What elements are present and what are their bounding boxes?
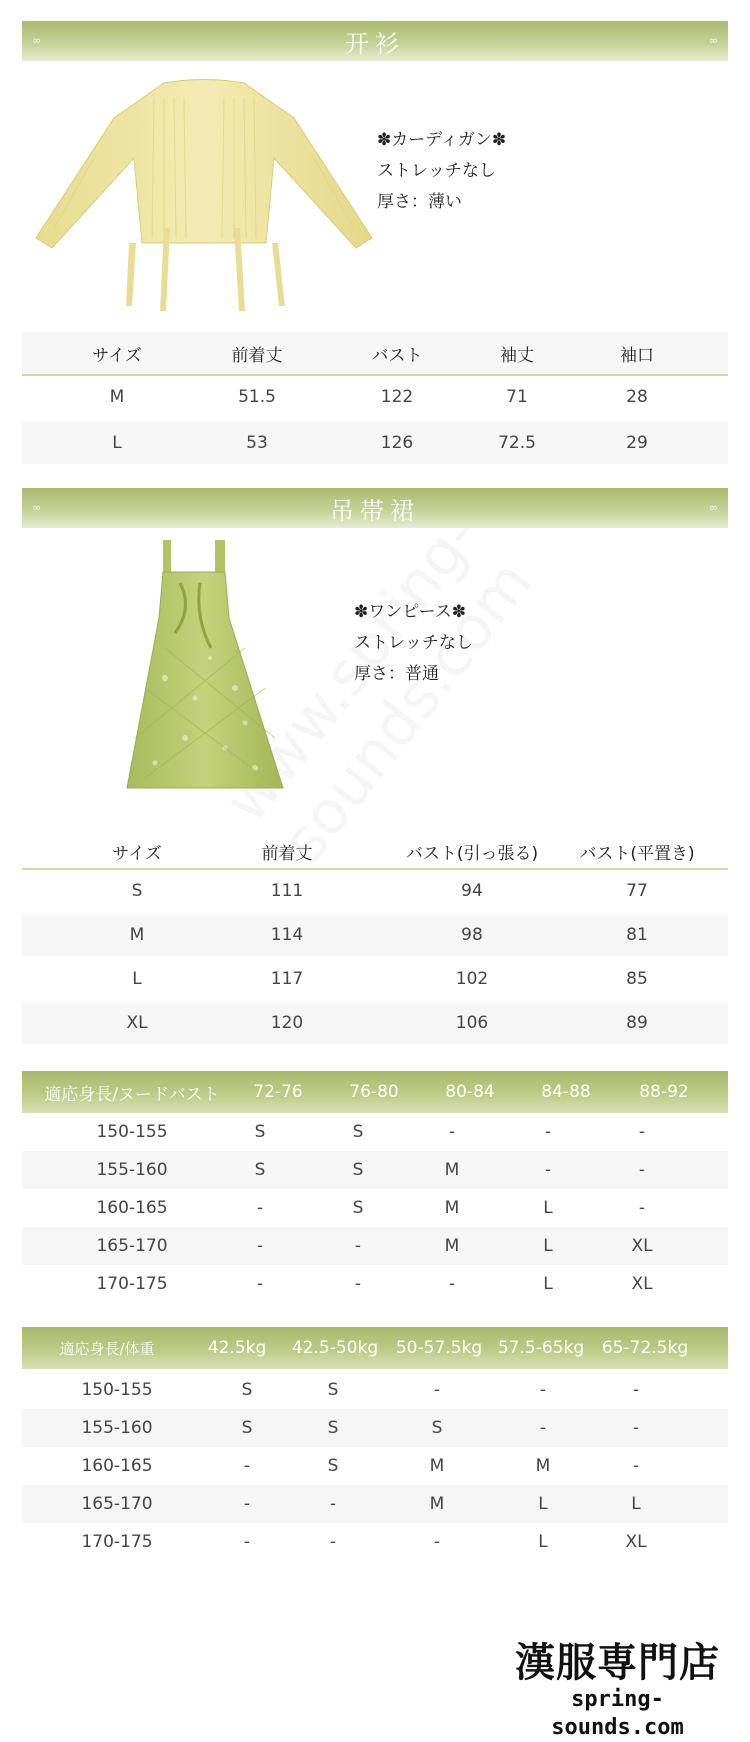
ornament-icon: ∞ <box>708 501 718 514</box>
ornament-icon: ∞ <box>708 34 718 47</box>
table-cell: - <box>448 1122 456 1142</box>
table-cell: S <box>241 1380 253 1400</box>
table-cell: 94 <box>461 881 483 901</box>
table-cell: - <box>632 1418 640 1438</box>
table-row <box>22 1265 728 1303</box>
dress-stretch: ストレッチなし <box>354 633 473 653</box>
table-cell: XL <box>126 1013 148 1033</box>
cardigan-section-title: 开衫 <box>345 29 405 58</box>
dress-size-table <box>22 834 728 1044</box>
table-cell: 77 <box>626 881 648 901</box>
table-cell: - <box>354 1236 362 1256</box>
header-cell: 65-72.5kg <box>601 1338 689 1358</box>
table-cell: 170-175 <box>81 1532 153 1552</box>
table-cell: S <box>254 1160 266 1180</box>
table-cell: S <box>241 1418 253 1438</box>
table-cell: - <box>632 1380 640 1400</box>
table-cell: - <box>638 1160 646 1180</box>
header-cell: 80-84 <box>445 1082 495 1102</box>
table-cell: S <box>352 1122 364 1142</box>
table-cell: 155-160 <box>81 1418 153 1438</box>
table-row <box>22 1151 728 1189</box>
table-cell: - <box>433 1380 441 1400</box>
cardigan-thickness: 厚さ：薄い <box>377 192 462 212</box>
cardigan-size-table <box>22 332 728 464</box>
table-cell: - <box>539 1418 547 1438</box>
table-cell: M <box>444 1198 460 1218</box>
table-cell: - <box>632 1456 640 1476</box>
table-cell: L <box>543 1198 553 1218</box>
table-cell: 155-160 <box>96 1160 168 1180</box>
table-cell: 165-170 <box>96 1236 168 1256</box>
table-cell: 111 <box>270 881 304 901</box>
table-cell: 150-155 <box>81 1380 153 1400</box>
header-cell: 42.5-50kg <box>291 1338 379 1358</box>
table-row <box>22 422 728 464</box>
table-cell: L <box>543 1236 553 1256</box>
header-cell: 前着丈 <box>261 843 313 864</box>
table-cell: 102 <box>455 969 489 989</box>
table-cell: S <box>352 1160 364 1180</box>
table-cell: S <box>327 1380 339 1400</box>
cardigan-info <box>377 125 506 218</box>
dress-section-title: 吊帯裙 <box>330 496 420 525</box>
table-row <box>22 1113 728 1151</box>
table-cell: XL <box>631 1274 653 1294</box>
ornament-icon: ∞ <box>32 501 42 514</box>
table-cell: - <box>544 1160 552 1180</box>
header-cell: 76-80 <box>349 1082 399 1102</box>
bust-size-guide-table <box>22 1071 728 1307</box>
table-cell: 53 <box>246 433 268 453</box>
table-row <box>22 1409 728 1447</box>
table-cell: - <box>354 1274 362 1294</box>
table-cell: 85 <box>626 969 648 989</box>
table-row <box>22 1371 728 1409</box>
table-header-row <box>22 834 728 868</box>
table-cell: 126 <box>380 433 414 453</box>
table-cell: 165-170 <box>81 1494 153 1514</box>
table-cell: L <box>543 1274 553 1294</box>
table-cell: 160-165 <box>96 1198 168 1218</box>
dress-section-banner <box>22 488 728 528</box>
table-cell: - <box>539 1380 547 1400</box>
shop-logo <box>505 1640 730 1742</box>
header-cell: 適応身長/ヌードバスト <box>44 1084 220 1105</box>
table-cell: 120 <box>270 1013 304 1033</box>
header-cell: 50-57.5kg <box>395 1338 483 1358</box>
header-cell: バスト(引っ張る) <box>405 843 539 864</box>
table-row <box>22 1485 728 1523</box>
cardigan-stretch: ストレッチなし <box>377 161 496 181</box>
table-cell: - <box>448 1274 456 1294</box>
table-cell: S <box>254 1122 266 1142</box>
table-cell: - <box>433 1532 441 1552</box>
table-cell: M <box>444 1160 460 1180</box>
cardigan-name: ✽カーディガン✽ <box>377 130 507 150</box>
header-cell: 42.5kg <box>207 1338 267 1358</box>
shop-logo-title: 漢服専門店 <box>515 1640 720 1686</box>
table-cell: 106 <box>455 1013 489 1033</box>
dress-name: ✽ワンピース✽ <box>354 602 466 622</box>
table-header-row <box>22 1071 728 1113</box>
table-row <box>22 1002 728 1044</box>
table-cell: - <box>329 1532 337 1552</box>
header-cell: バスト <box>371 345 423 366</box>
table-cell: S <box>327 1418 339 1438</box>
table-cell: M <box>129 925 145 945</box>
table-cell: L <box>631 1494 641 1514</box>
table-cell: S <box>431 1418 443 1438</box>
cardigan-product-image <box>34 78 374 313</box>
table-cell: 81 <box>626 925 648 945</box>
table-cell: L <box>132 969 142 989</box>
table-row <box>22 958 728 1000</box>
table-cell: 122 <box>380 387 414 407</box>
cardigan-section-banner <box>22 21 728 61</box>
table-row <box>22 870 728 912</box>
table-row <box>22 1227 728 1265</box>
table-cell: L <box>112 433 122 453</box>
table-cell: 29 <box>626 433 648 453</box>
table-cell: 170-175 <box>96 1274 168 1294</box>
header-cell: 袖口 <box>620 345 654 366</box>
header-cell: 84-88 <box>541 1082 591 1102</box>
header-cell: 88-92 <box>639 1082 689 1102</box>
table-cell: 117 <box>270 969 304 989</box>
ornament-icon: ∞ <box>32 34 42 47</box>
header-cell: 適応身長/体重 <box>59 1339 155 1358</box>
table-cell: M <box>444 1236 460 1256</box>
table-cell: - <box>256 1198 264 1218</box>
table-cell: 150-155 <box>96 1122 168 1142</box>
table-cell: - <box>243 1494 251 1514</box>
weight-size-guide-table <box>22 1327 728 1565</box>
table-cell: XL <box>625 1532 647 1552</box>
header-cell: 72-76 <box>253 1082 303 1102</box>
table-cell: - <box>256 1274 264 1294</box>
dress-thickness: 厚さ：普通 <box>354 664 439 684</box>
table-cell: M <box>535 1456 551 1476</box>
header-cell: サイズ <box>112 843 162 864</box>
table-cell: M <box>429 1494 445 1514</box>
table-cell: - <box>243 1532 251 1552</box>
table-cell: 160-165 <box>81 1456 153 1476</box>
table-cell: 114 <box>270 925 304 945</box>
table-cell: XL <box>631 1236 653 1256</box>
table-cell: - <box>243 1456 251 1476</box>
header-cell: 袖丈 <box>500 345 534 366</box>
table-header-row <box>22 332 728 374</box>
table-cell: S <box>352 1198 364 1218</box>
table-cell: 28 <box>626 387 648 407</box>
table-cell: - <box>256 1236 264 1256</box>
table-cell: - <box>638 1122 646 1142</box>
table-cell: M <box>429 1456 445 1476</box>
table-cell: S <box>131 881 143 901</box>
table-cell: L <box>538 1494 548 1514</box>
shop-logo-url: spring-sounds.com <box>551 1687 684 1740</box>
table-row <box>22 1523 728 1561</box>
table-cell: - <box>544 1122 552 1142</box>
table-row <box>22 914 728 956</box>
table-cell: - <box>329 1494 337 1514</box>
table-cell: 71 <box>506 387 528 407</box>
table-cell: M <box>109 387 125 407</box>
table-cell: S <box>327 1456 339 1476</box>
header-cell: 57.5-65kg <box>497 1338 585 1358</box>
table-row <box>22 1189 728 1227</box>
table-cell: L <box>538 1532 548 1552</box>
table-cell: 98 <box>461 925 483 945</box>
table-cell: 51.5 <box>238 387 276 407</box>
header-cell: 前着丈 <box>231 345 283 366</box>
table-row <box>22 1447 728 1485</box>
dress-info <box>354 597 473 690</box>
table-cell: 72.5 <box>498 433 536 453</box>
table-cell: - <box>638 1198 646 1218</box>
table-row <box>22 376 728 418</box>
dress-product-image <box>125 538 285 798</box>
header-cell: サイズ <box>92 345 142 366</box>
table-cell: 89 <box>626 1013 648 1033</box>
table-header-row <box>22 1327 728 1369</box>
header-cell: バスト(平置き) <box>579 843 695 864</box>
